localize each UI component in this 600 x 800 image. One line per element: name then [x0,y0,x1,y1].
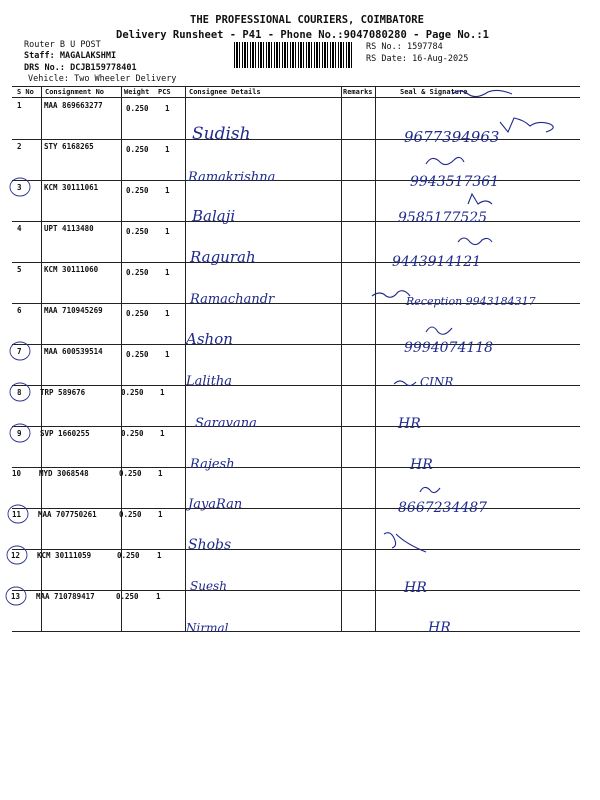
row-consignment-no: MAA 600539514 [44,347,103,356]
circle-mark [6,587,26,605]
signature-text: 9585177525 [398,210,488,226]
consignee-name: Lalitha [186,374,233,389]
consignee-name: Suesh [190,579,227,593]
circle-mark [8,505,28,523]
row-pcs: 1 [156,592,161,601]
row-weight: 0.250 [126,104,149,113]
rs-no-value: 1597784 [406,42,443,52]
row-sno: 5 [17,265,22,274]
row-weight: 0.250 [119,510,142,519]
row-pcs: 1 [165,145,170,154]
row-weight: 0.250 [121,388,144,397]
signature-scribble [372,291,410,298]
signature-text: Reception 9943184317 [406,295,536,308]
consignee-name: Ramakrishna [188,170,276,185]
row-consignment-no: KCM 30111061 [44,183,99,192]
row-weight: 0.250 [121,429,144,438]
signature-scribble [458,238,492,245]
row-sno: 12 [11,551,21,560]
col-header-consignment: Consignment No [45,88,105,96]
row-weight: 0.250 [117,551,140,560]
row-pcs: 1 [158,510,163,519]
row-weight: 0.250 [126,350,149,359]
consignee-name: Shobs [188,537,232,553]
consignee-name: Ramachandr [190,292,275,307]
row-weight: 0.250 [126,186,149,195]
circle-mark [10,342,30,360]
row-pcs: 1 [165,104,170,113]
signature-scribble [426,327,452,334]
row-weight: 0.250 [126,227,149,236]
rs-no-label: RS No.: [366,42,402,52]
row-sno: 3 [17,183,22,192]
row-pcs: 1 [165,309,170,318]
consignee-name: Ragurah [190,248,256,266]
circle-mark [10,178,30,196]
row-weight: 0.250 [126,145,149,154]
signature-text: HR [398,416,421,432]
signature-scribble [452,90,512,96]
row-weight: 0.250 [119,469,142,478]
router-value: B U POST [59,40,101,50]
company-title: THE PROFESSIONAL COURIERS, COIMBATORE [190,14,424,26]
row-sno: 10 [12,469,22,478]
circle-mark [10,424,30,442]
row-sno: 7 [17,347,22,356]
row-pcs: 1 [165,227,170,236]
row-sno: 6 [17,306,22,315]
consignee-name: Rajesh [190,457,235,472]
signature-scribble [426,157,464,164]
row-weight: 0.250 [126,268,149,277]
row-consignment-no: MAA 707750261 [38,510,97,519]
signature-text: 9994074118 [404,340,494,356]
consignee-name: JayaRan [188,497,243,512]
signature-text: 9443914121 [392,254,482,270]
col-header-weight: Weight [124,88,150,96]
row-consignment-no: KCM 30111059 [37,551,92,560]
staff-value: MAGALAKSHMI [59,51,117,61]
row-consignment-no: MAA 869663277 [44,101,103,110]
consignee-name: Ashon [186,330,233,348]
consignee-name: Nirmal [186,621,229,635]
col-header-remarks: Remarks [343,88,373,96]
row-pcs: 1 [160,429,165,438]
row-consignment-no: MAA 710945269 [44,306,103,315]
consignee-name: Balaji [192,207,236,225]
staff-label: Staff: [24,51,55,61]
row-consignment-no: STY 6168265 [44,142,94,151]
row-consignment-no: MAA 710789417 [36,592,95,601]
row-pcs: 1 [165,350,170,359]
row-sno: 2 [17,142,22,151]
circle-mark [7,546,27,564]
row-sno: 11 [12,510,22,519]
signature-scribble [468,194,492,204]
runsheet-subtitle: Delivery Runsheet - P41 - Phone No.:9047080280 - Page No.:1 [116,29,489,41]
signature-text: CINR [420,375,454,389]
consignee-name: Saravana [195,416,257,431]
col-header-pcs: PCS [158,88,171,96]
col-header-sno: S No [17,88,34,96]
drs-value: DCJB159778401 [70,63,137,73]
row-pcs: 1 [165,186,170,195]
drs-label: DRS No.: [24,63,65,73]
signature-scribble [500,118,553,132]
row-weight: 0.250 [116,592,139,601]
circle-mark [10,383,30,401]
signature-text: HR [428,620,451,636]
rs-date-label: RS Date: [366,54,407,64]
row-sno: 13 [11,592,21,601]
signature-scribble [384,533,426,552]
row-sno: 4 [17,224,22,233]
row-consignment-no: KCM 30111060 [44,265,99,274]
vehicle-value: Two Wheeler Delivery [74,74,177,84]
rs-date-value: 16-Aug-2025 [412,54,469,64]
signature-scribble [420,487,440,492]
signature-scribble [394,381,416,386]
row-sno: 9 [17,429,22,438]
col-header-consignee: Consignee Details [189,88,261,96]
signature-text: HR [410,457,433,473]
consignee-name: Sudish [192,124,251,144]
row-sno: 8 [17,388,22,397]
row-consignment-no: TRP 589676 [40,388,86,397]
row-consignment-no: SVP 1660255 [40,429,90,438]
row-consignment-no: UPT 4113480 [44,224,94,233]
vehicle-label: Vehicle: [28,74,69,84]
signature-text: HR [404,580,427,596]
row-pcs: 1 [165,268,170,277]
signature-text: 8667234487 [398,500,488,516]
row-weight: 0.250 [126,309,149,318]
router-label: Router [24,40,55,50]
row-pcs: 1 [160,388,165,397]
row-consignment-no: MYD 3068548 [39,469,89,478]
signature-text: 9677394963 [404,128,500,146]
row-sno: 1 [17,101,22,110]
row-pcs: 1 [157,551,162,560]
col-header-signature: Seal & Signature [400,88,468,96]
signature-text: 9943517361 [410,174,500,190]
row-pcs: 1 [158,469,163,478]
